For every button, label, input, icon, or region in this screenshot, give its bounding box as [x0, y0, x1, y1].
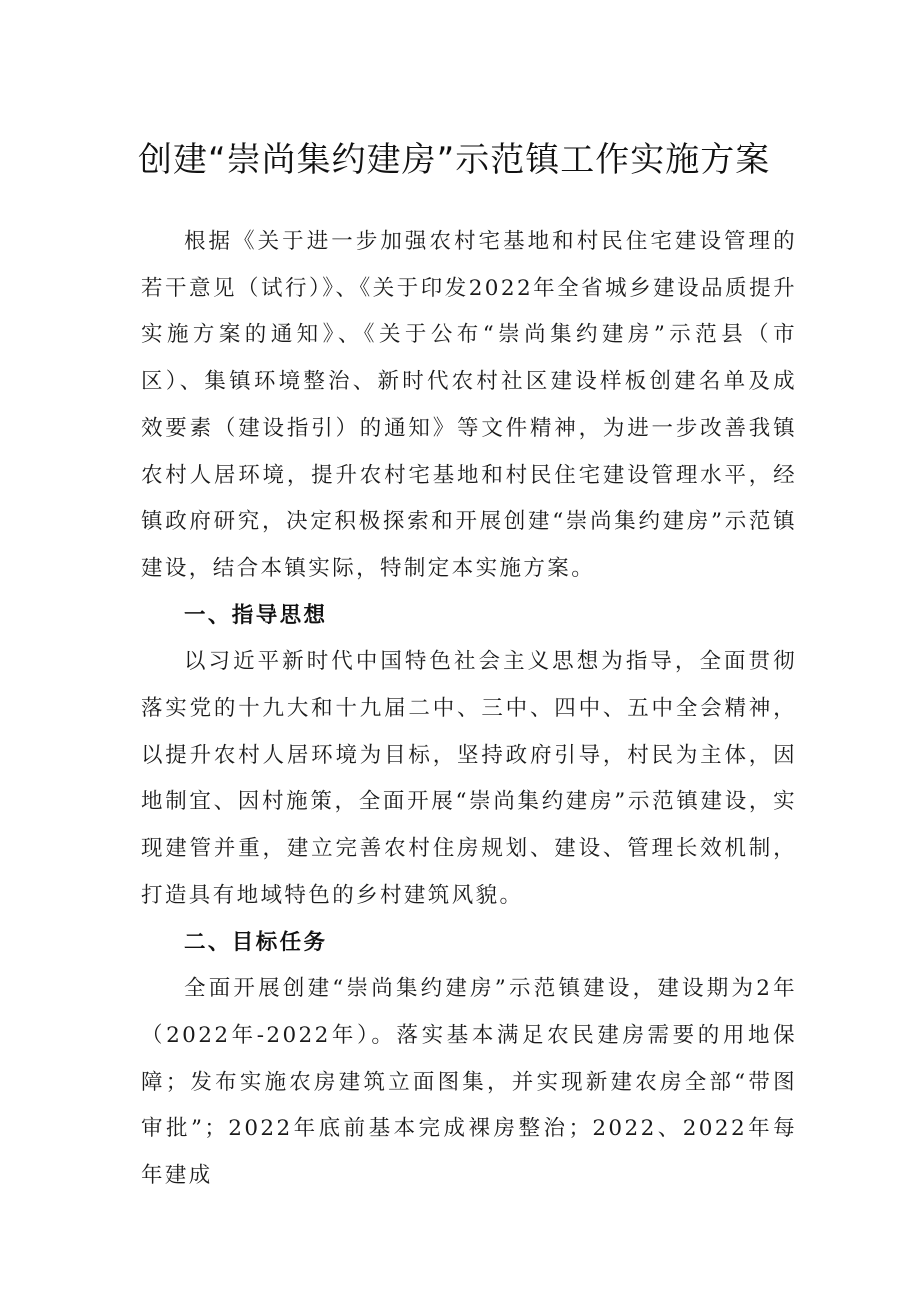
intro-paragraph: 根据《关于进一步加强农村宅基地和村民住宅建设管理的若干意见（试行）》、《关于印发2022年全省城乡建设品质提升实施方案的通知》、《关于公布“崇尚集约建房”示范县（市区）、集镇环境整治、新时代农村社区建设样板创建名单及成效要素（建设指引）的通知》等文件精神，为进一步改善我镇农村人居环境，提升农村宅基地和村民住宅建设管理水平，经镇政府研究，决定积极探索和开展创建“崇尚集约建房”示范镇建设，结合本镇实际，特制定本实施方案。 [141, 229, 797, 581]
section-heading-guiding-ideology: 一、指导思想 [184, 602, 328, 628]
section-heading-goals-tasks: 二、目标任务 [184, 929, 328, 955]
document-body [141, 219, 797, 1200]
goals-tasks-paragraph: 全面开展创建“崇尚集约建房”示范镇建设，建设期为2年（2022年-2022年）。落实基本满足农民建房需要的用地保障；发布实施农房建筑立面图集，并实现新建农房全部“带图审批”；2022年底前基本完成裸房整治；2022、2022年每年建成 [141, 976, 797, 1189]
guiding-ideology-paragraph: 以习近平新时代中国特色社会主义思想为指导，全面贯彻落实党的十九大和十九届二中、三中、四中、五中全会精神，以提升农村人居环境为目标，坚持政府引导，村民为主体，因地制宜、因村施策，全面开展“崇尚集约建房”示范镇建设，实现建管并重，建立完善农村住房规划、建设、管理长效机制，打造具有地域特色的乡村建筑风貌。 [141, 649, 797, 908]
document-title: 创建“崇尚集约建房”示范镇工作实施方案 [138, 140, 771, 180]
